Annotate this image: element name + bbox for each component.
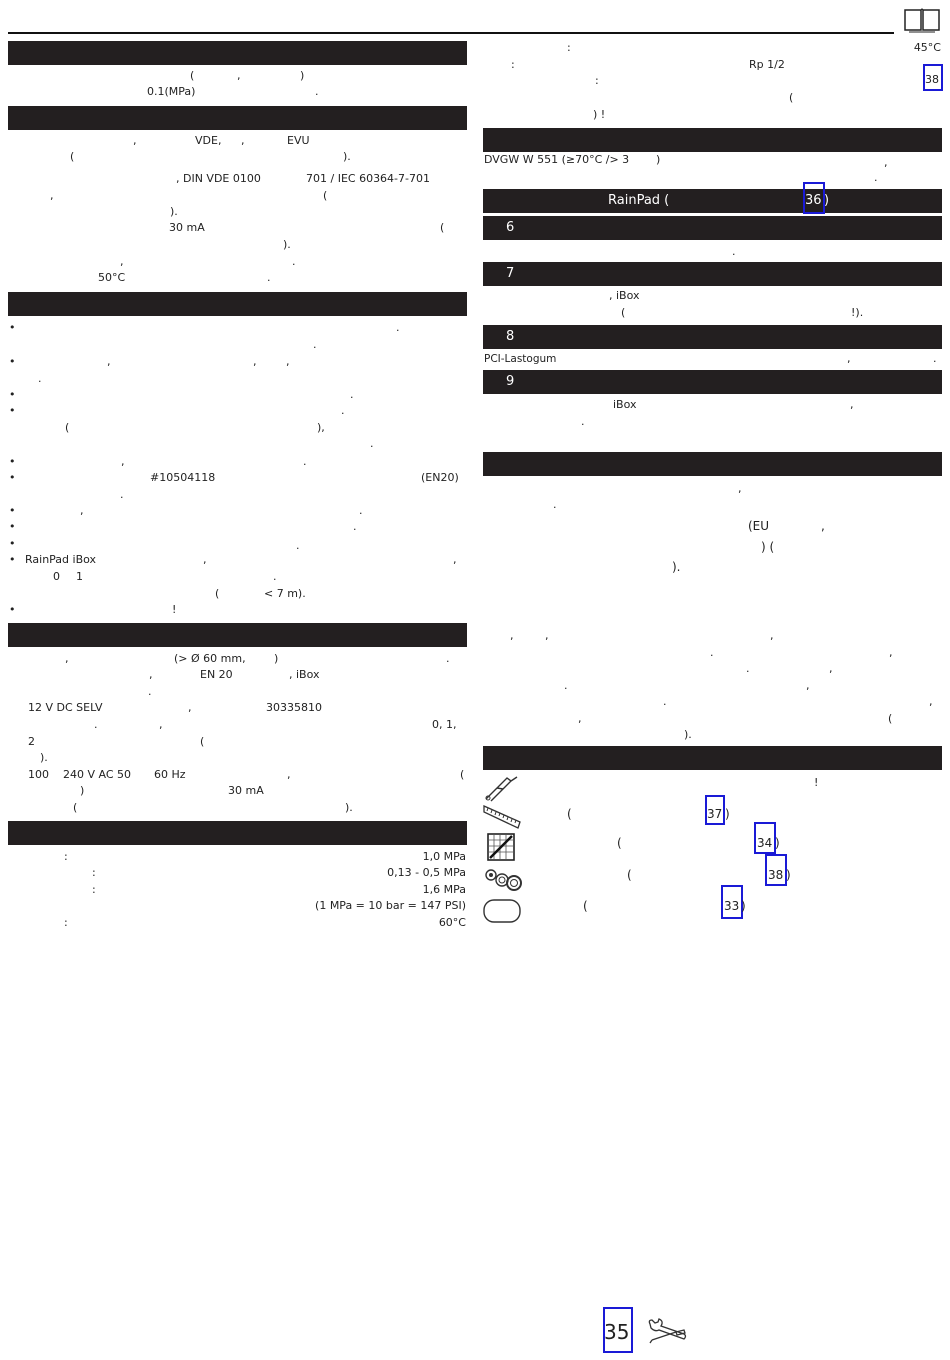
step-bar-7 bbox=[483, 262, 942, 286]
tile-cutter-icon bbox=[486, 832, 516, 862]
step-number: 7 bbox=[506, 266, 515, 281]
section-bar-4 bbox=[8, 623, 467, 647]
step-bar-9 bbox=[483, 370, 942, 394]
page-ref-link[interactable] bbox=[803, 182, 825, 214]
header-rule bbox=[8, 32, 894, 34]
ruler-icon bbox=[482, 804, 522, 830]
seal-ring-icon bbox=[482, 898, 522, 924]
top-row-value: Rp 1/2 bbox=[749, 58, 785, 71]
spec-row-value: 1,0 MPa bbox=[422, 850, 466, 863]
s1-text: ( bbox=[190, 69, 195, 82]
step-bar-8 bbox=[483, 325, 942, 349]
bullet: • bbox=[9, 520, 16, 533]
section-bar-dvgw bbox=[483, 128, 942, 152]
spec-row-value: (1 MPa = 10 bar = 147 PSI) bbox=[315, 899, 466, 912]
top-row-value: 45°C bbox=[913, 41, 941, 54]
spec-row-key: : bbox=[92, 866, 96, 879]
spec-row-value: 1,6 MPa bbox=[422, 883, 466, 896]
step-number: 8 bbox=[506, 329, 515, 344]
step-number: 6 bbox=[506, 220, 515, 235]
rainpad-ref: 36 bbox=[805, 193, 822, 208]
bullet: • bbox=[9, 388, 16, 401]
bullet: • bbox=[9, 455, 16, 468]
bullet: • bbox=[9, 603, 16, 616]
bullet: • bbox=[9, 404, 16, 417]
spec-row-value: 60°C bbox=[438, 916, 466, 929]
section-bar-1 bbox=[8, 41, 467, 65]
section-bar-5 bbox=[8, 821, 467, 845]
spec-row-key: : bbox=[92, 883, 96, 896]
rainpad-title: RainPad ( bbox=[608, 193, 670, 208]
top-row-key: : bbox=[567, 41, 571, 54]
top-row-key: : bbox=[511, 58, 515, 71]
s2-text: , bbox=[133, 134, 137, 147]
page-number: 35 bbox=[604, 1320, 630, 1344]
bullet: • bbox=[9, 537, 16, 550]
step-bar-6 bbox=[483, 216, 942, 240]
section-bar-rainpad: RainPad ( 36 ) bbox=[483, 189, 942, 213]
s4-text: , bbox=[65, 652, 69, 665]
bullet: • bbox=[9, 504, 16, 517]
bullet: • bbox=[9, 471, 16, 484]
spec-row-key: : bbox=[64, 916, 68, 929]
section-bar-3 bbox=[8, 292, 467, 316]
spec-row-key: : bbox=[64, 850, 68, 863]
sealant-gun-icon bbox=[483, 775, 519, 803]
spec-row-value: 0,13 - 0,5 MPa bbox=[387, 866, 466, 879]
section-bar-2 bbox=[8, 106, 467, 130]
step-number: 9 bbox=[506, 374, 515, 389]
bullet: • bbox=[9, 321, 16, 334]
wrench-screwdriver-icon bbox=[646, 1318, 688, 1346]
section-bar-10 bbox=[483, 452, 942, 476]
bullet: • bbox=[9, 355, 16, 368]
section-bar-tools bbox=[483, 746, 942, 770]
book-icon bbox=[903, 7, 941, 33]
dvgw-text: DVGW W 551 (≥70°C /> 3 bbox=[484, 153, 630, 166]
bullet: • bbox=[9, 553, 16, 566]
fittings-icon bbox=[483, 866, 523, 892]
top-row-key: : bbox=[595, 74, 599, 87]
